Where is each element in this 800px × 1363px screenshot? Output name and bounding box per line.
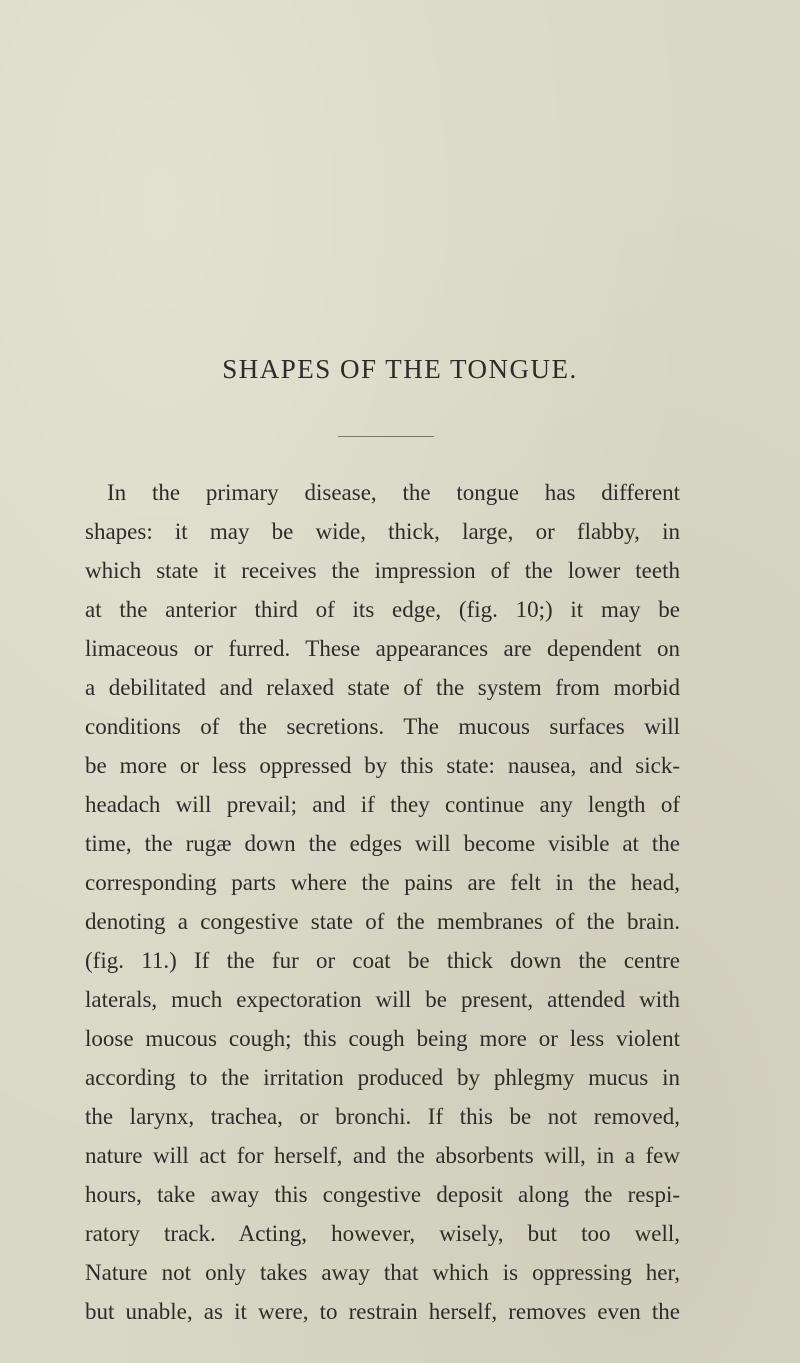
page-title: SHAPES OF THE TONGUE.	[222, 354, 578, 384]
text-line: shapes: it may be wide, thick, large, or flabby, in	[85, 519, 680, 544]
text-line: headach will prevail; and if they continue any length of	[85, 792, 680, 817]
text-line: nature will act for herself, and the absorbents will, in a few	[85, 1143, 680, 1168]
text-line: but unable, as it were, to restrain herself, removes even the	[85, 1299, 680, 1324]
title-divider	[338, 436, 434, 437]
text-line: loose mucous cough; this cough being more or less violent	[85, 1026, 680, 1051]
text-line: be more or less oppressed by this state: nausea, and sick-	[85, 753, 680, 778]
text-line: a debilitated and relaxed state of the system from morbid	[85, 675, 680, 700]
text-line: (fig. 11.) If the fur or coat be thick down the centre	[85, 948, 680, 973]
text-line: which state it receives the impression of the lower teeth	[85, 558, 680, 583]
text-line: at the anterior third of its edge, (fig. 10;) it may be	[85, 597, 680, 622]
text-line: hours, take away this congestive deposit along the respi-	[85, 1182, 680, 1207]
text-line: the larynx, trachea, or bronchi. If this be not removed,	[85, 1104, 680, 1129]
text-line: conditions of the secretions. The mucous surfaces will	[85, 714, 680, 739]
body-text	[85, 473, 680, 1331]
text-line: Nature not only takes away that which is oppressing her,	[85, 1260, 680, 1285]
text-line: denoting a congestive state of the membranes of the brain.	[85, 909, 680, 934]
text-line: ratory track. Acting, however, wisely, but too well,	[85, 1221, 680, 1246]
text-line: limaceous or furred. These appearances are dependent on	[85, 636, 680, 661]
text-line: according to the irritation produced by phlegmy mucus in	[85, 1065, 680, 1090]
text-line: time, the rugæ down the edges will become visible at the	[85, 831, 680, 856]
text-line: corresponding parts where the pains are felt in the head,	[85, 870, 680, 895]
text-line: In the primary disease, the tongue has different	[107, 480, 680, 505]
text-line: laterals, much expectoration will be present, attended with	[85, 987, 680, 1012]
